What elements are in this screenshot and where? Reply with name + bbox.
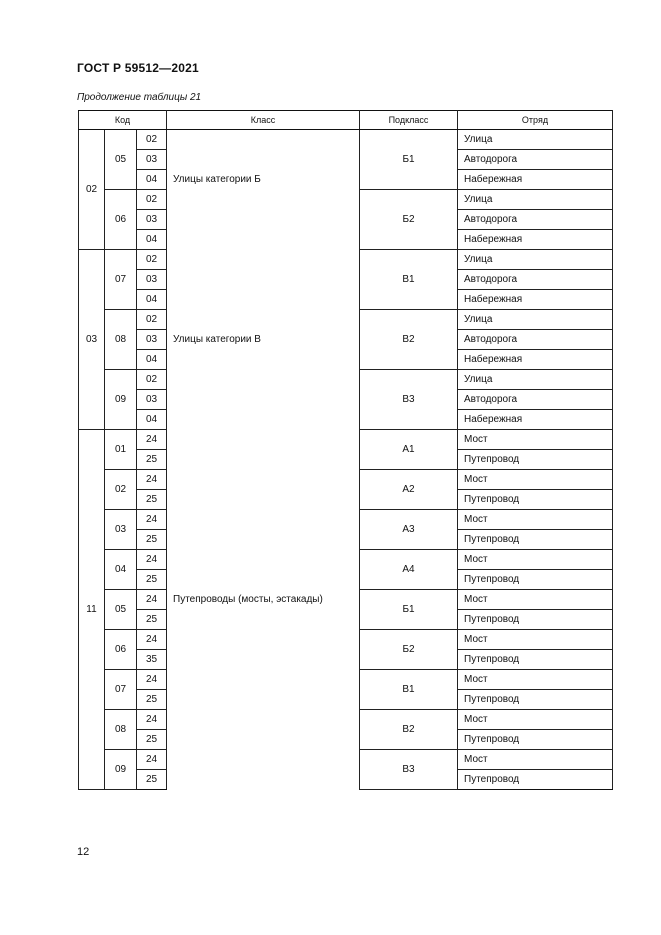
order-cell: Мост — [458, 510, 613, 530]
class-cell: Путепроводы (мосты, эстакады) — [167, 590, 360, 610]
order-cell: Путепровод — [458, 650, 613, 670]
item-code-cell: 25 — [137, 730, 167, 750]
class-cell — [167, 210, 360, 230]
class-cell — [167, 610, 360, 630]
group-code-cell: 03 — [79, 250, 105, 430]
subclass-cell: В2 — [360, 310, 458, 370]
item-code-cell: 04 — [137, 230, 167, 250]
table-row — [79, 170, 613, 190]
class-cell — [167, 290, 360, 310]
table-row — [79, 690, 613, 710]
class-cell — [167, 670, 360, 690]
class-cell — [167, 310, 360, 330]
item-code-cell: 24 — [137, 430, 167, 450]
subclass-cell: В3 — [360, 750, 458, 790]
table-row — [79, 230, 613, 250]
subgroup-code-cell: 05 — [105, 590, 137, 630]
order-cell: Автодорога — [458, 210, 613, 230]
class-cell — [167, 410, 360, 430]
column-header-code: Код — [79, 111, 167, 130]
item-code-cell: 24 — [137, 750, 167, 770]
class-cell — [167, 490, 360, 510]
class-cell — [167, 770, 360, 790]
item-code-cell: 24 — [137, 710, 167, 730]
class-cell — [167, 450, 360, 470]
order-cell: Путепровод — [458, 450, 613, 470]
order-cell: Путепровод — [458, 570, 613, 590]
subgroup-code-cell: 01 — [105, 430, 137, 470]
subgroup-code-cell: 02 — [105, 470, 137, 510]
class-cell: Улицы категории Б — [167, 170, 360, 190]
order-cell: Путепровод — [458, 730, 613, 750]
item-code-cell: 25 — [137, 490, 167, 510]
item-code-cell: 02 — [137, 310, 167, 330]
table-row — [79, 610, 613, 630]
order-cell: Автодорога — [458, 330, 613, 350]
order-cell: Путепровод — [458, 530, 613, 550]
table-header — [79, 111, 613, 130]
order-cell: Набережная — [458, 350, 613, 370]
class-cell: Улицы категории В — [167, 330, 360, 350]
table-row — [79, 470, 613, 490]
order-cell: Мост — [458, 470, 613, 490]
table-row — [79, 250, 613, 270]
column-header-class: Класс — [167, 111, 360, 130]
subclass-cell: А4 — [360, 550, 458, 590]
subclass-cell: Б2 — [360, 630, 458, 670]
subgroup-code-cell: 05 — [105, 130, 137, 190]
table-row — [79, 290, 613, 310]
item-code-cell: 24 — [137, 510, 167, 530]
order-cell: Путепровод — [458, 770, 613, 790]
table-row — [79, 190, 613, 210]
class-cell — [167, 370, 360, 390]
table-row — [79, 590, 613, 610]
item-code-cell: 02 — [137, 130, 167, 150]
item-code-cell: 03 — [137, 330, 167, 350]
document-header: ГОСТ Р 59512—2021 — [77, 61, 199, 75]
table-row — [79, 630, 613, 650]
subclass-cell: Б1 — [360, 130, 458, 190]
class-cell — [167, 130, 360, 150]
table-row — [79, 490, 613, 510]
table-row — [79, 370, 613, 390]
class-cell — [167, 250, 360, 270]
order-cell: Мост — [458, 630, 613, 650]
item-code-cell: 04 — [137, 410, 167, 430]
table-row — [79, 150, 613, 170]
table-row — [79, 770, 613, 790]
subgroup-code-cell: 03 — [105, 510, 137, 550]
order-cell: Путепровод — [458, 490, 613, 510]
class-cell — [167, 510, 360, 530]
subgroup-code-cell: 07 — [105, 670, 137, 710]
subclass-cell: А3 — [360, 510, 458, 550]
group-code-cell: 11 — [79, 430, 105, 790]
subclass-cell: Б1 — [360, 590, 458, 630]
class-cell — [167, 230, 360, 250]
order-cell: Автодорога — [458, 150, 613, 170]
subgroup-code-cell: 07 — [105, 250, 137, 310]
item-code-cell: 02 — [137, 370, 167, 390]
table-row — [79, 550, 613, 570]
order-cell: Набережная — [458, 170, 613, 190]
order-cell: Путепровод — [458, 610, 613, 630]
class-cell — [167, 530, 360, 550]
page-number: 12 — [77, 846, 90, 858]
table-row — [79, 750, 613, 770]
subclass-cell: В1 — [360, 250, 458, 310]
subgroup-code-cell: 08 — [105, 310, 137, 370]
table-row — [79, 450, 613, 470]
table-row — [79, 510, 613, 530]
item-code-cell: 24 — [137, 590, 167, 610]
class-cell — [167, 430, 360, 450]
class-cell — [167, 690, 360, 710]
item-code-cell: 03 — [137, 390, 167, 410]
table-row — [79, 130, 613, 150]
item-code-cell: 04 — [137, 170, 167, 190]
item-code-cell: 35 — [137, 650, 167, 670]
class-cell — [167, 750, 360, 770]
item-code-cell: 24 — [137, 630, 167, 650]
table-row — [79, 310, 613, 330]
subclass-cell: А1 — [360, 430, 458, 470]
item-code-cell: 25 — [137, 690, 167, 710]
item-code-cell: 25 — [137, 570, 167, 590]
group-code-cell: 02 — [79, 130, 105, 250]
class-cell — [167, 730, 360, 750]
item-code-cell: 02 — [137, 190, 167, 210]
subclass-cell: В3 — [360, 370, 458, 430]
order-cell: Автодорога — [458, 270, 613, 290]
order-cell: Улица — [458, 130, 613, 150]
subgroup-code-cell: 04 — [105, 550, 137, 590]
order-cell: Набережная — [458, 230, 613, 250]
order-cell: Улица — [458, 250, 613, 270]
table-row — [79, 210, 613, 230]
item-code-cell: 04 — [137, 350, 167, 370]
class-cell — [167, 350, 360, 370]
class-cell — [167, 390, 360, 410]
order-cell: Мост — [458, 550, 613, 570]
class-cell — [167, 630, 360, 650]
subgroup-code-cell: 09 — [105, 370, 137, 430]
item-code-cell: 25 — [137, 610, 167, 630]
table-row — [79, 650, 613, 670]
subgroup-code-cell: 06 — [105, 630, 137, 670]
order-cell: Улица — [458, 310, 613, 330]
table-row — [79, 730, 613, 750]
table-body — [79, 130, 613, 790]
item-code-cell: 03 — [137, 270, 167, 290]
table-row — [79, 390, 613, 410]
subclass-cell: В1 — [360, 670, 458, 710]
class-cell — [167, 550, 360, 570]
item-code-cell: 25 — [137, 770, 167, 790]
table-row — [79, 530, 613, 550]
order-cell: Путепровод — [458, 690, 613, 710]
item-code-cell: 03 — [137, 150, 167, 170]
item-code-cell: 24 — [137, 550, 167, 570]
column-header-order: Отряд — [458, 111, 613, 130]
class-cell — [167, 270, 360, 290]
order-cell: Мост — [458, 670, 613, 690]
table-row — [79, 430, 613, 450]
order-cell: Мост — [458, 430, 613, 450]
subgroup-code-cell: 09 — [105, 750, 137, 790]
order-cell: Мост — [458, 750, 613, 770]
order-cell: Улица — [458, 190, 613, 210]
table-row — [79, 570, 613, 590]
order-cell: Улица — [458, 370, 613, 390]
item-code-cell: 25 — [137, 450, 167, 470]
item-code-cell: 24 — [137, 470, 167, 490]
class-cell — [167, 150, 360, 170]
order-cell: Мост — [458, 590, 613, 610]
table-row — [79, 270, 613, 290]
item-code-cell: 03 — [137, 210, 167, 230]
subclass-cell: Б2 — [360, 190, 458, 250]
item-code-cell: 25 — [137, 530, 167, 550]
order-cell: Набережная — [458, 290, 613, 310]
class-cell — [167, 570, 360, 590]
order-cell: Набережная — [458, 410, 613, 430]
subgroup-code-cell: 08 — [105, 710, 137, 750]
item-code-cell: 04 — [137, 290, 167, 310]
order-cell: Мост — [458, 710, 613, 730]
class-cell — [167, 470, 360, 490]
table-row — [79, 710, 613, 730]
table-caption: Продолжение таблицы 21 — [77, 92, 202, 103]
table-row — [79, 350, 613, 370]
column-header-subclass: Подкласс — [360, 111, 458, 130]
subclass-cell: В2 — [360, 710, 458, 750]
table-row — [79, 330, 613, 350]
order-cell: Автодорога — [458, 390, 613, 410]
class-cell — [167, 710, 360, 730]
class-cell — [167, 190, 360, 210]
class-cell — [167, 650, 360, 670]
subgroup-code-cell: 06 — [105, 190, 137, 250]
item-code-cell: 02 — [137, 250, 167, 270]
subclass-cell: А2 — [360, 470, 458, 510]
table-row — [79, 670, 613, 690]
item-code-cell: 24 — [137, 670, 167, 690]
table-row — [79, 410, 613, 430]
classification-table — [78, 110, 613, 790]
